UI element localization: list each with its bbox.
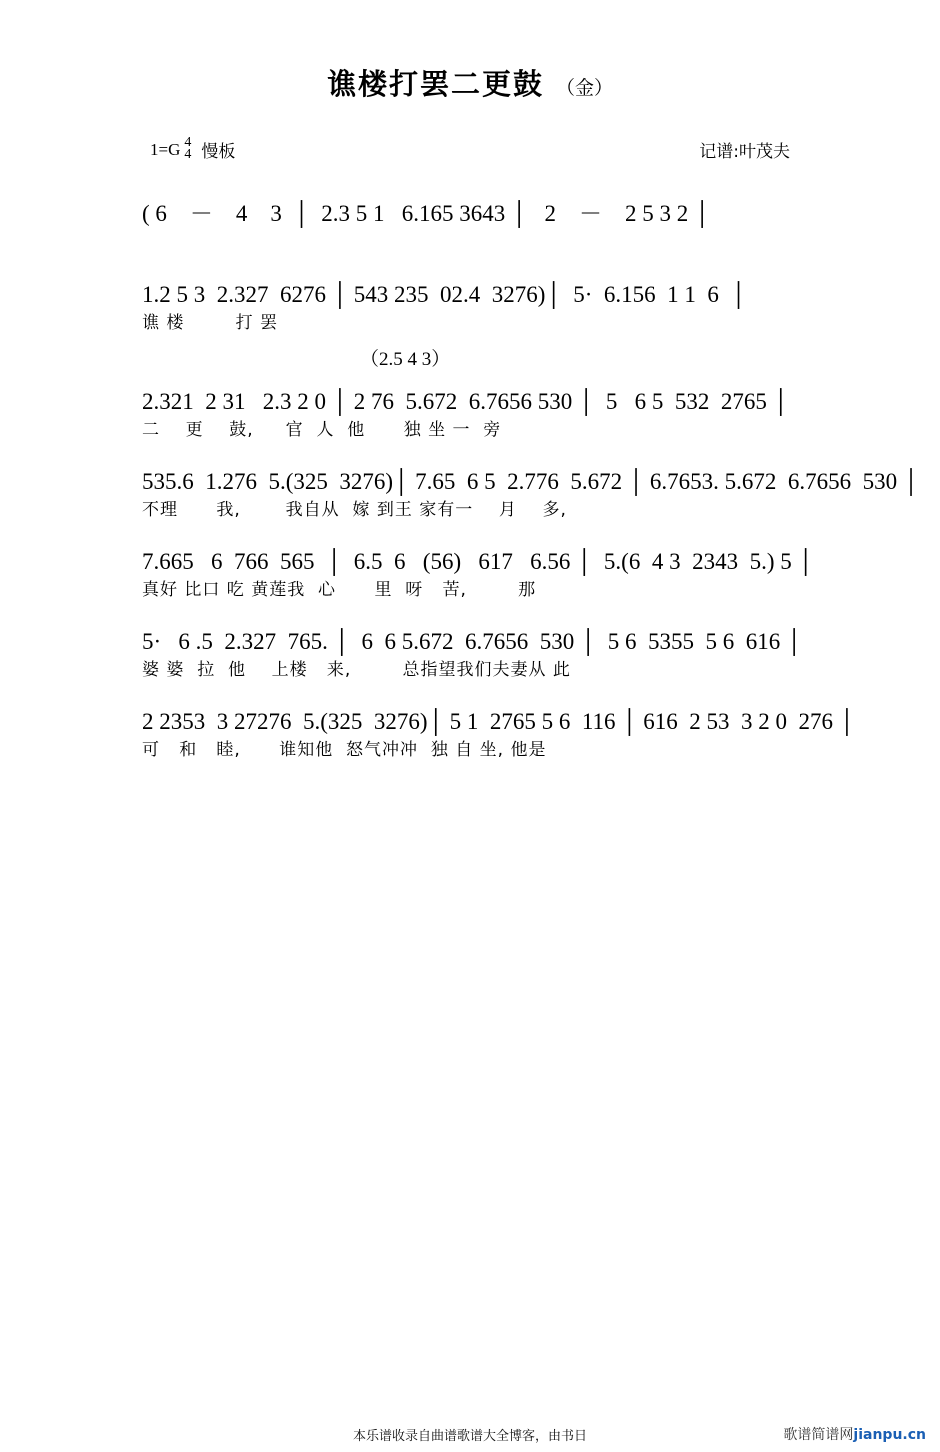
lyrics-row: 谯 楼 打 罢 <box>142 313 279 333</box>
tempo-marking: 慢板 <box>201 142 236 162</box>
page-title <box>0 62 940 103</box>
music-system <box>60 344 880 441</box>
watermark-url: jianpu.cn <box>853 1427 926 1443</box>
credit-line: 记谱:叶茂夫 <box>699 142 790 162</box>
music-system <box>60 264 880 334</box>
key-signature: 1=G <box>150 139 181 159</box>
notation-row: ( 6 － 4 3 │ 2.3 5 1 6.165 3643 │ 2 － 2 5 3 2 │ <box>142 201 711 226</box>
footer-note: 本乐谱收录自曲谱歌谱大全博客，由书日 <box>352 1429 587 1444</box>
lyrics-row <box>60 228 880 254</box>
footer-bar <box>0 1422 940 1452</box>
music-system <box>60 531 880 601</box>
notation-row: 535.6 1.276 5.(325 3276)│ 7.65 6 5 2.776 5.672 │ 6.7653. 5.672 6.7656 530 │ <box>142 469 920 494</box>
notation-row: 1.2 5 3 2.327 6276 │ 543 235 02.4 3276)│ 5· 6.156 1 1 6 │ <box>142 282 747 307</box>
music-systems <box>0 184 940 761</box>
score-metadata <box>0 137 940 162</box>
lyrics-row: 可 和 睦, 谁知他 怒气冲冲 独 自 坐, 他是 <box>142 740 547 760</box>
music-system <box>60 611 880 681</box>
notation-row: 2.321 2 31 2.3 2 0 │ 2 76 5.672 6.7656 530 │ 5 6 5 532 2765 │ <box>142 389 789 414</box>
time-signature <box>184 137 191 160</box>
music-system <box>60 184 880 254</box>
watermark-site-name: 歌谱简谱网 <box>783 1427 854 1443</box>
lyrics-row: 真好 比口 吃 黄莲我 心 里 呀 苦, 那 <box>142 580 537 600</box>
music-system <box>60 451 920 521</box>
title-text: 谯楼打罢二更鼓 <box>326 67 544 101</box>
notation-row: 7.665 6 766 565 │ 6.5 6 (56) 617 6.56 │ 5.(6 4 3 2343 5.) 5 │ <box>142 549 814 574</box>
time-signature-top: 4 <box>184 135 192 151</box>
music-system <box>60 691 880 761</box>
sheet-music-page <box>0 62 940 1452</box>
watermark <box>783 1424 926 1444</box>
key-and-tempo <box>150 137 235 162</box>
lyrics-row: 婆 婆 拉 他 上楼 来, 总指望我们夫妻从 此 <box>142 660 571 680</box>
notation-row: 5· 6 .5 2.327 765. │ 6 6 5.672 6.7656 530 │ 5 6 5355 5 6 616 │ <box>142 629 803 654</box>
parenthetical-notation: （2.5 4 3） <box>360 349 451 370</box>
notation-row: 2 2353 3 27276 5.(325 3276)│ 5 1 2765 5 6 116 │ 616 2 53 3 2 0 276 │ <box>142 709 856 734</box>
time-signature-bottom: 4 <box>184 146 192 162</box>
title-suffix: （金） <box>556 77 614 99</box>
lyrics-row: 二 更 鼓, 官 人 他 独 坐 一 旁 <box>142 420 502 440</box>
lyrics-row: 不理 我, 我自从 嫁 到王 家有一 月 多, <box>142 500 567 520</box>
